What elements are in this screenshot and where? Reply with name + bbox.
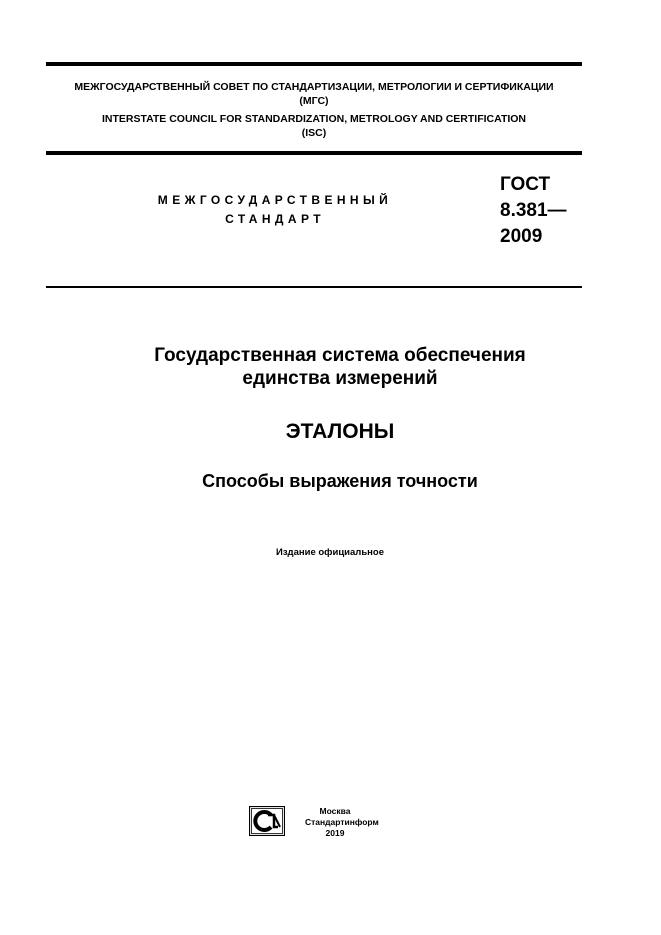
gost-year: 2009 <box>500 226 543 247</box>
council-en: INTERSTATE COUNCIL FOR STANDARDIZATION, METROLOGY AND CERTIFICATION <box>101 113 527 125</box>
main-title: ЭТАЛОНЫ <box>285 420 395 443</box>
council-ru: МЕЖГОСУДАРСТВЕННЫЙ СОВЕТ ПО СТАНДАРТИЗАЦИИ, МЕТРОЛОГИИ И СЕРТИФИКАЦИИ <box>74 81 554 93</box>
publisher-block <box>305 806 379 839</box>
council-en-abbr: (ISC) <box>301 127 327 139</box>
gost-number: 8.381— <box>500 200 567 221</box>
publisher-name: Стандартинформ <box>305 817 379 827</box>
standartinform-logo-icon <box>249 806 285 836</box>
top-rule <box>46 62 582 66</box>
edition-note: Издание официальное <box>276 547 384 558</box>
standard-rule <box>46 286 582 288</box>
standard-label-line1: МЕЖГОСУДАРСТВЕННЫЙ <box>157 193 393 207</box>
gost-label: ГОСТ <box>500 174 551 195</box>
standard-label-line2: СТАНДАРТ <box>225 212 325 226</box>
council-ru-abbr: (МГС) <box>299 95 329 107</box>
publisher-year: 2019 <box>325 828 345 838</box>
title-line1: Государственная система обеспечения <box>154 345 526 366</box>
title-line2: единства измерений <box>242 368 438 389</box>
subtitle: Способы выражения точности <box>202 471 478 491</box>
publisher-city: Москва <box>319 806 351 816</box>
header-rule <box>46 151 582 155</box>
gost-designation <box>500 172 567 250</box>
